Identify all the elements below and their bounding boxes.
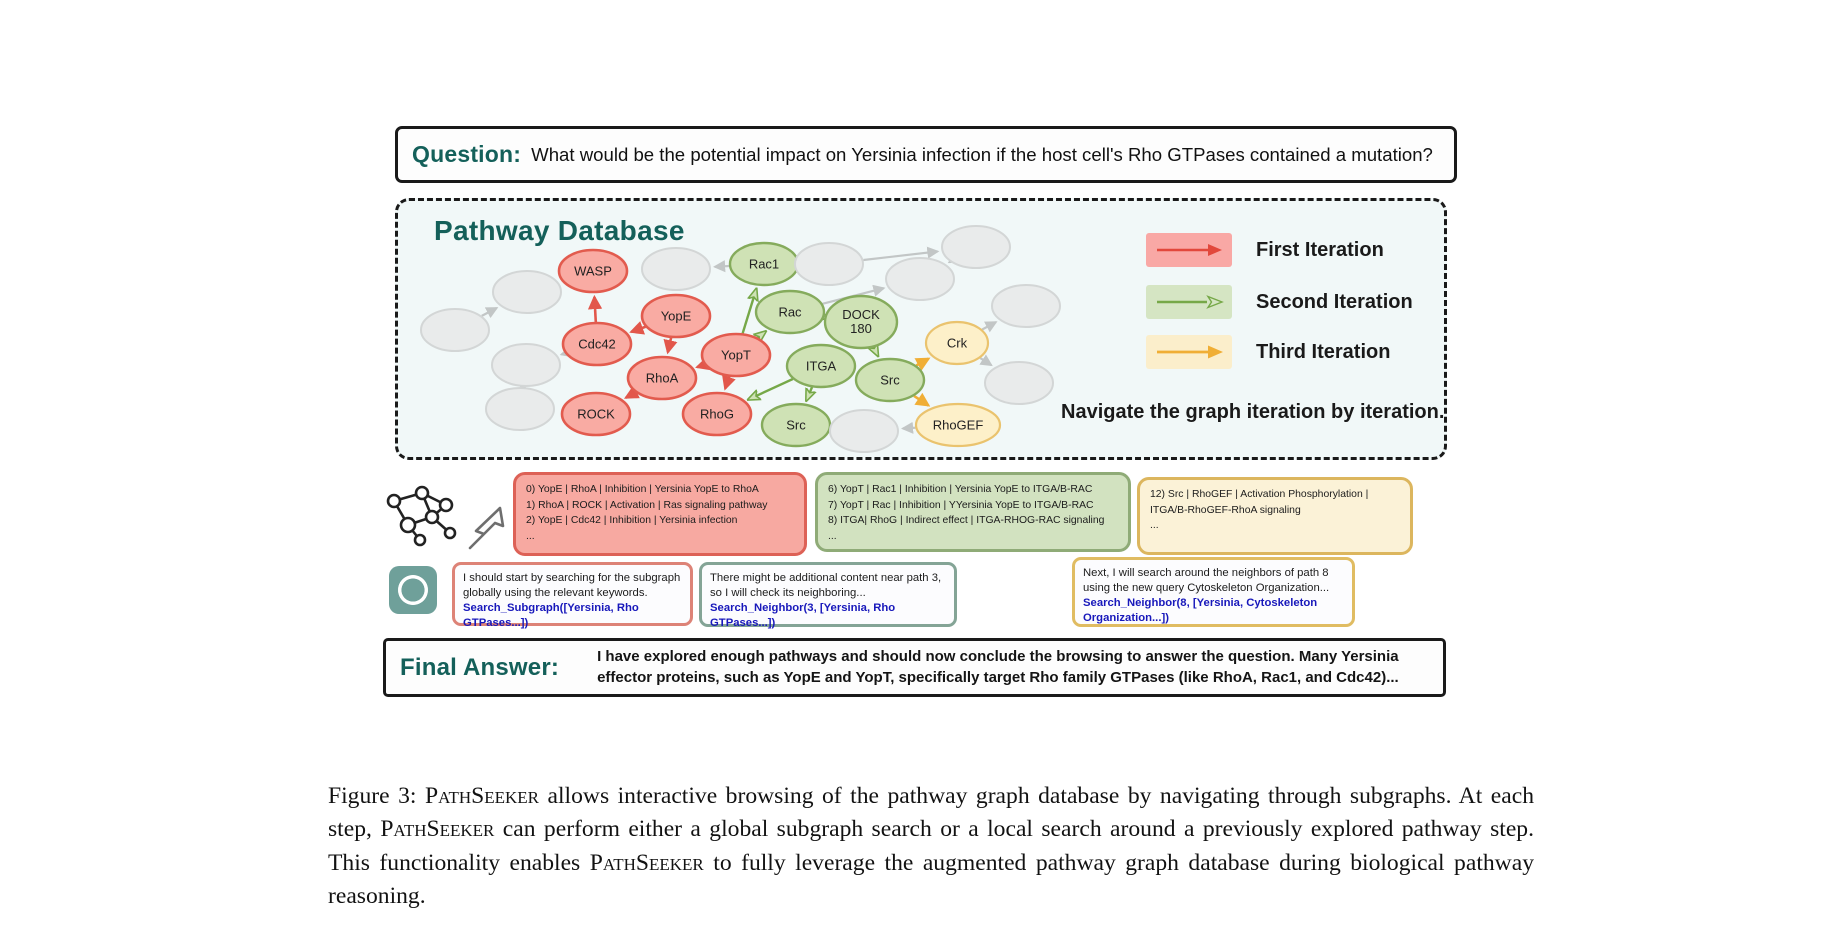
graph-node-label: RhoG (700, 406, 734, 422)
graph-node-label: Cdc42 (578, 336, 616, 352)
graph-edge-itga-src_l (807, 387, 812, 400)
graph-edge-yope-rhoa (668, 338, 671, 353)
figure-caption (328, 780, 1534, 914)
gpt-avatar (389, 566, 437, 614)
path-line: 8) ITGA| RhoG | Indirect effect | ITGA-RHOG-RAC signaling (828, 515, 1105, 527)
final-answer-label: Final Answer: (400, 653, 560, 681)
graph-node-label: Src (880, 372, 900, 388)
chat-bubble-subgraph-search (452, 562, 693, 629)
chat-bubble-neighbor-search-3 (699, 562, 957, 627)
graph-node-label: YopE (660, 308, 692, 324)
chat-text: I should start by searching for the subgraph globally using the relevant keywords. (463, 572, 681, 599)
graph-edge-rhogef-gk (903, 428, 916, 429)
network-graph-icon (380, 483, 460, 547)
path-line: ... (828, 530, 837, 542)
final-answer-box (383, 638, 1446, 697)
graph-edge-cdc42-wasp (594, 297, 595, 322)
legend-item-third-iteration (1146, 335, 1390, 369)
final-answer-text: I have explored enough pathways and should now conclude the browsing to answer the question. Many Yersinia effector proteins, such as YopE and YopT, specifically target Rho family GTPases (like RhoA, Rac1, and Cdc42)... (597, 648, 1399, 686)
graph-node-gray (486, 388, 554, 430)
chat-text: Next, I will search around the neighbors of path 8 using the new query Cytoskeleton Organization... (1083, 567, 1330, 594)
graph-node-gray (886, 258, 954, 300)
pathseeker-smallcaps: PathSeeker (589, 849, 704, 876)
graph-node-gray (942, 226, 1010, 268)
graph-edge-itga-rhog (749, 379, 793, 399)
graph-node-gray (421, 309, 489, 351)
graph-edge-rac1-ge (715, 266, 729, 267)
graph-node-gray (642, 248, 710, 290)
path-line: 12) Src | RhoGEF | Activation Phosphorylation | ITGA/B-RhoGEF-RhoA signaling (1150, 489, 1369, 516)
chat-code: Search_Neighbor(8, [Yersinia, Cytoskeleton Organization...]) (1083, 596, 1318, 624)
graph-edge-yopt-rac1 (743, 289, 757, 333)
graph-node-label: RhoGEF (932, 417, 984, 433)
graph-edge-yopt-rac (758, 332, 766, 338)
graph-node-label: Rac1 (748, 256, 780, 272)
path-line: ... (1150, 520, 1159, 532)
graph-node-label: DOCK 180 (842, 307, 880, 336)
question-box (395, 126, 1457, 183)
graph-edge-src_u-rhogef (914, 396, 928, 406)
legend-item-second-iteration (1146, 285, 1413, 319)
pathseeker-smallcaps: PathSeeker (380, 816, 495, 843)
third-iteration-arrow-icon (1146, 335, 1232, 369)
graph-node-label: RhoA (645, 370, 679, 386)
graph-node-gray (830, 410, 898, 452)
graph-node-label: Crk (946, 335, 968, 351)
path-line: 0) YopE | RhoA | Inhibition | Yersinia YopE to RhoA (526, 484, 759, 495)
openai-logo-icon (394, 571, 432, 609)
second-iteration-arrow-icon (1146, 285, 1232, 319)
path-line: 6) YopT | Rac1 | Inhibition | Yersinia YopE to ITGA/B-RAC (828, 484, 1093, 495)
graph-node-label: Src (786, 417, 806, 433)
chat-code: Search_Neighbor(3, [Yersinia, Rho GTPases...]) (710, 601, 896, 629)
graph-node-gray (493, 271, 561, 313)
path-line: 1) RhoA | ROCK | Activation | Ras signaling pathway (526, 499, 768, 511)
path-line: ... (526, 530, 535, 542)
graph-edge-crk-gi (982, 322, 996, 329)
pathbox-second-iteration (815, 472, 1131, 552)
graph-node-label: ROCK (577, 406, 615, 422)
pathbox-first-iteration (513, 472, 807, 556)
graph-node-label: Rac (778, 304, 802, 320)
path-line: 7) YopT | Rac | Inhibition | YYersinia YopE to ITGA/B-RAC (828, 499, 1094, 511)
cursor-arrow-icon (466, 500, 510, 552)
first-iteration-arrow-icon (1146, 233, 1232, 267)
graph-edge-yope-cdc42 (631, 327, 645, 332)
caption-text: can perform either a global subgraph search or a local search around a previously explored pathway step. This functionality enables (328, 816, 1534, 876)
graph-edge-yopt-rhoa (697, 365, 705, 367)
legend-item-first-iteration (1146, 233, 1384, 267)
chat-code: Search_Subgraph([Yersinia, Rho GTPases...]) (463, 601, 639, 629)
graph-edge-yopt-rhog (725, 377, 729, 389)
graph-node-gray (992, 285, 1060, 327)
pathway-database-panel (395, 198, 1447, 460)
graph-edge-cdc42-gc (561, 353, 565, 354)
graph-node-gray (985, 362, 1053, 404)
chat-bubble-neighbor-search-8 (1072, 557, 1355, 627)
legend-label: Third Iteration (1256, 340, 1391, 363)
legend-label: Second Iteration (1256, 290, 1413, 313)
caption-text: to fully leverage the augmented pathway graph database during biological pathway reasoning. (328, 849, 1534, 910)
graph-nodes (421, 226, 1060, 452)
graph-edge-dock-src_u (874, 347, 878, 355)
caption-text: allows interactive browsing of the pathway graph database by navigating through subgraphs. At each step, (328, 782, 1534, 843)
graph-edge-gh-gg (949, 262, 950, 263)
chat-text: There might be additional content near path 3, so I will check its neighboring... (710, 572, 942, 599)
graph-node-gray (492, 344, 560, 386)
graph-edge-crk-gj (980, 358, 991, 365)
graph-node-gray (795, 243, 863, 285)
caption-text: Figure 3: (328, 782, 425, 809)
graph-node-label: YopT (721, 347, 751, 363)
pathway-panel-title: Pathway Database (434, 215, 685, 246)
graph-edge-src_u-crk (916, 359, 928, 366)
pathbox-third-iteration (1137, 477, 1413, 555)
panel-note: Navigate the graph iteration by iteration. (1061, 401, 1445, 423)
graph-edge-ga-gb (482, 308, 497, 316)
legend-label: First Iteration (1256, 238, 1384, 261)
graph-edge-rhoa-rock (626, 392, 636, 397)
graph-node-label: WASP (574, 263, 612, 279)
question-text: What would be the potential impact on Yersinia infection if the host cell's Rho GTPases contained a mutation? (531, 143, 1433, 165)
path-line: 2) YopE | Cdc42 | Inhibition | Yersinia infection (526, 515, 738, 527)
question-label: Question: (412, 141, 522, 167)
graph-node-label: ITGA (805, 358, 837, 374)
pathseeker-smallcaps: PathSeeker (424, 782, 540, 809)
